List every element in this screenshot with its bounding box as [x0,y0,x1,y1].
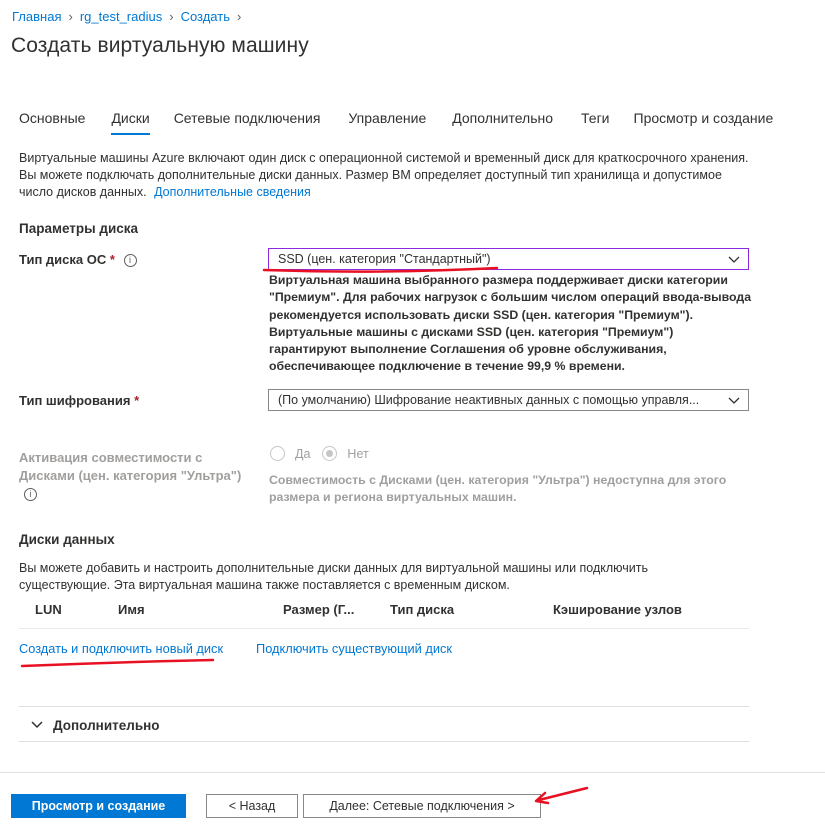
tab-tags[interactable]: Теги [581,110,610,126]
advanced-section-label: Дополнительно [53,718,160,733]
os-disk-type-dropdown[interactable] [268,248,749,270]
encryption-type-label-text: Тип шифрования [19,393,131,408]
learn-more-link[interactable]: Дополнительные сведения [154,185,311,199]
column-size: Размер (Г... [283,602,355,617]
os-disk-type-label [19,252,137,267]
data-disks-table-header [19,600,749,629]
data-disks-description: Вы можете добавить и настроить дополнительные диски данных для виртуальной машины или подключить существующие. Эта виртуальная машина также поставляется с временным диском. [19,561,649,592]
tab-bar [19,110,773,133]
intro-description [19,150,759,201]
chevron-down-icon [728,253,740,265]
required-marker: * [109,252,115,267]
chevron-right-icon: › [236,8,242,24]
column-lun: LUN [35,602,62,617]
advanced-section-toggle[interactable] [19,706,749,742]
annotation-underline-create-disk [22,660,213,666]
column-host-caching: Кэширование узлов [553,602,682,617]
os-disk-type-label-text: Тип диска ОС [19,252,107,267]
encryption-type-value: (По умолчанию) Шифрование неактивных данных с помощью управля... [278,393,700,407]
chevron-down-icon [728,394,740,406]
intro-text: Виртуальные машины Azure включают один диск с операционной системой и временный диск для краткосрочного хранения. Вы можете подключать дополнительные диски данных. Размер ВМ определяет доступный тип хранилища и допустимое число дисков данных. [19,151,749,199]
ultra-compat-note: Совместимость с Дисками (цен. категория "Ультра") недоступна для этого размера и региона виртуальных машин. [269,473,727,505]
ultra-yes-radio[interactable] [270,446,310,461]
review-create-button[interactable]: Просмотр и создание [11,794,186,818]
tab-review-create[interactable]: Просмотр и создание [633,110,774,126]
chevron-right-icon: › [169,8,174,24]
page-title: Создать виртуальную машину [11,34,309,57]
radio-circle [322,446,337,461]
os-disk-type-note: Виртуальная машина выбранного размера поддерживает диски категории "Премиум". Для рабочих нагрузок с большим числом операций ввода-вывода рекомендуется использовать диски SSD (цен. категория "Премиум"). Виртуальные машины с дисками SSD (цен. категория "Премиум") гарантируют выполнение Соглашения об уровне обслуживания, обеспечивающее подключение в течение 99,9 % времени. [269,273,752,374]
tab-management[interactable]: Управление [348,110,427,126]
ultra-compat-label-text: Активация совместимости с Дисками (цен. категория "Ультра") [19,450,242,483]
os-disk-type-value: SSD (цен. категория "Стандартный") [278,252,491,266]
tab-basics[interactable]: Основные [19,110,86,126]
previous-button[interactable]: < Назад [206,794,298,818]
ultra-compat-radio-group [270,446,381,461]
create-attach-disk-link[interactable]: Создать и подключить новый диск [19,641,224,656]
encryption-type-dropdown[interactable] [268,389,749,411]
chevron-right-icon: › [68,8,73,24]
column-disk-type: Тип диска [390,602,455,617]
next-networking-button[interactable]: Далее: Сетевые подключения > [303,794,541,818]
tab-networking[interactable]: Сетевые подключения [173,110,321,126]
required-marker: * [134,393,140,408]
column-name: Имя [118,602,145,617]
tab-disks[interactable]: Диски [111,110,149,133]
ultra-compat-label [19,449,259,503]
breadcrumb-home-link[interactable]: Главная [12,8,62,24]
tab-advanced[interactable]: Дополнительно [452,110,554,126]
footer-bar [0,772,825,835]
ultra-no-label: Нет [347,446,369,461]
ultra-yes-label: Да [295,446,311,461]
breadcrumb [12,7,248,25]
info-icon[interactable]: i [24,488,37,501]
info-icon[interactable]: i [124,254,137,267]
data-disks-heading: Диски данных [19,532,115,547]
encryption-type-label [19,393,139,408]
radio-circle [270,446,285,461]
chevron-down-icon [31,720,43,730]
disk-options-heading: Параметры диска [19,221,139,236]
breadcrumb-create-link[interactable]: Создать [180,8,230,24]
attach-existing-disk-link[interactable]: Подключить существующий диск [256,641,452,656]
ultra-no-radio[interactable] [322,446,368,461]
breadcrumb-resource-group-link[interactable]: rg_test_radius [79,8,163,24]
